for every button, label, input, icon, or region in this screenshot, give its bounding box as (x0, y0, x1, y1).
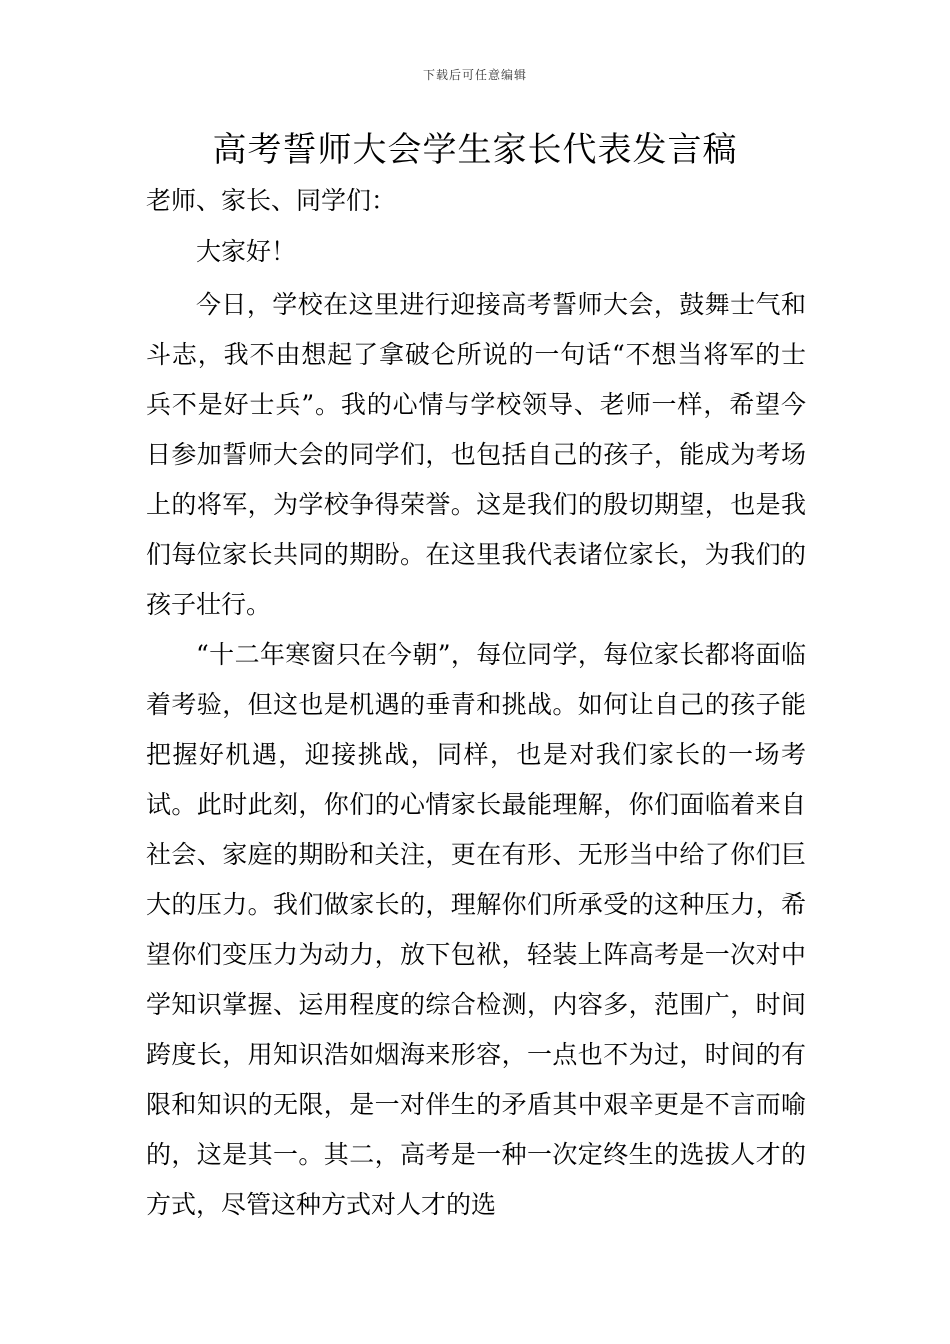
header-note: 下载后可任意编辑 (422, 68, 527, 82)
paragraph-2: “十二年寒窗只在今朝”，每位同学，每位家长都将面临着考验，但这也是机遇的垂青和挑战。如何让自己的孩子能把握好机遇，迎接挑战，同样，也是对我们家长的一场考试。此时此刻，你们的心情家长最能理解，你们面临着来自社会、家庭的期盼和关注，更在有形、无形当中给了你们巨大的压力。我们做家长的，理解你们所承受的这种压力，希望你们变压力为动力，放下包袱，轻装上阵高考是一次对中学知识掌握、运用程度的综合检测，内容多，范围广，时间跨度长，用知识浩如烟海来形容，一点也不为过，时间的有限和知识的无限，是一对伴生的矛盾其中艰辛更是不言而喻的，这是其一。其二，高考是一种一次定终生的选拔人才的方式，尽管这种方式对人才的选 (146, 640, 806, 1219)
document-title: 高考誓师大会学生家长代表发言稿 (212, 130, 738, 170)
document-body (146, 230, 806, 1230)
greeting: 大家好！ (196, 237, 297, 266)
paragraph-1: 今日，学校在这里进行迎接高考誓师大会，鼓舞士气和斗志，我不由想起了拿破仑所说的一句话“不想当将军的士兵不是好士兵”。我的心情与学校领导、老师一样，希望今日参加誓师大会的同学们，也包括自己的孩子，能成为考场上的将军，为学校争得荣誉。这是我们的殷切期望，也是我们每位家长共同的期盼。在这里我代表诸位家长，为我们的孩子壮行。 (146, 290, 806, 619)
salutation: 老师、家长、同学们： (146, 186, 397, 215)
